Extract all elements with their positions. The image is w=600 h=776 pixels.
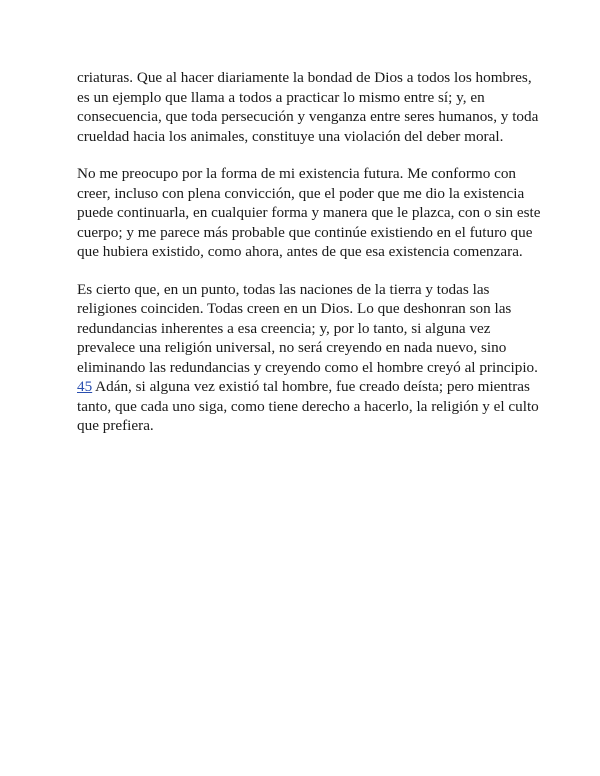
- text-line: No me preocupo por la forma de mi existencia futura. Me conformo con: [77, 165, 517, 182]
- text-line: creer, incluso con plena convicción, que el poder que me dio la existencia: [77, 184, 525, 202]
- text-line: consecuencia, que toda persecución y venganza entre seres humanos, y toda: [77, 108, 539, 125]
- text-line: redundancias inherentes a esa creencia; y, por lo tanto, si alguna vez: [77, 319, 491, 337]
- text-line: que prefiera.: [77, 417, 154, 434]
- text-line: eliminando las redundancias y creyendo como el hombre creyó al principio.: [77, 358, 538, 376]
- text-line: cuerpo; y me parece más probable que continúe existiendo en el futuro que: [77, 223, 533, 241]
- text-line: criaturas. Que al hacer diariamente la bondad de Dios a todos los hombres,: [77, 69, 532, 86]
- text-line: Es cierto que, en un punto, todas las naciones de la tierra y todas las: [77, 280, 490, 298]
- text-line: que hubiera existido, como ahora, antes de que esa existencia comenzara.: [77, 243, 523, 260]
- text-line: puede continuarla, en cualquier forma y manera que le plazca, con o sin este: [77, 204, 541, 221]
- footnote-following-text: Adán, si alguna vez existió tal hombre, fue creado deísta; pero mientras: [92, 378, 530, 395]
- text-line: [77, 377, 537, 397]
- paragraph-2: [77, 164, 541, 262]
- document-page: [77, 68, 541, 454]
- text-line: es un ejemplo que llama a todos a practicar lo mismo entre sí; y, en: [77, 88, 485, 106]
- text-line: prevalece una religión universal, no será creyendo en nada nuevo, sino: [77, 339, 507, 356]
- text-line: religiones coinciden. Todas creen en un Dios. Lo que deshonran son las: [77, 300, 512, 317]
- paragraph-3: [77, 280, 537, 436]
- paragraph-1: [77, 68, 537, 146]
- text-line: tanto, que cada uno siga, como tiene derecho a hacerlo, la religión y el culto: [77, 397, 539, 415]
- footnote-link[interactable]: 45: [77, 378, 93, 395]
- text-line: crueldad hacia los animales, constituye una violación del deber moral.: [77, 127, 504, 145]
